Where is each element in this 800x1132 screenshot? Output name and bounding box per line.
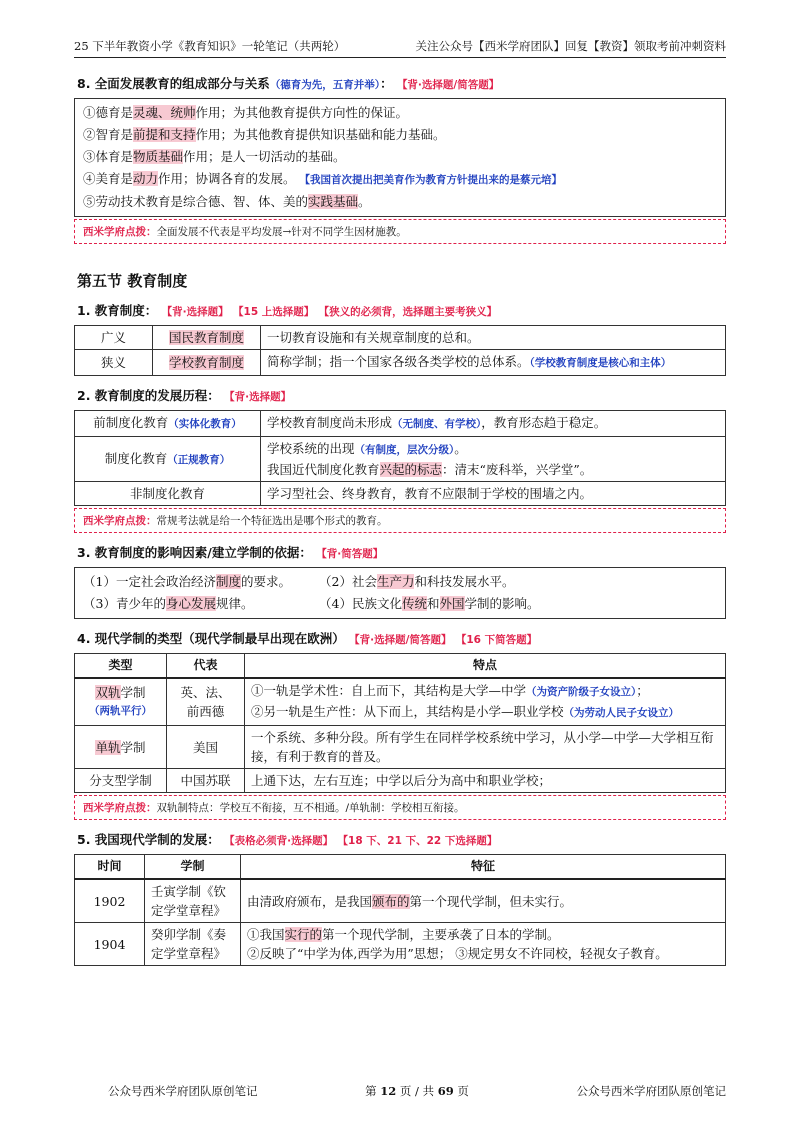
s4-table xyxy=(74,653,726,793)
table-row: 双轨学制 （两轨平行） 英、法、 前西德 ①一轨是学术性：自上而下，其结构是大学—中学（为资产阶级子女设立）； ②另一轨是生产性：从下而上，其结构是小学—职业学校（为劳动人民子女设立） xyxy=(75,678,726,726)
s8-box xyxy=(74,98,726,217)
s2-tip: 西米学府点拨：常规考法就是给一个特征选出是哪个形式的教育。 xyxy=(74,508,726,533)
page-header xyxy=(74,38,726,58)
s2-heading: 2. 教育制度的发展历程： 【背·选择题】 xyxy=(77,388,292,403)
s2-table xyxy=(74,410,726,506)
s3-box: （1）一定社会政治经济制度的要求。 （2）社会生产力和科技发展水平。 （3）青少年的身心发展规律。 （4）民族文化传统和外国学制的影响。 xyxy=(74,567,726,619)
s8-item: ①德育是灵魂、统帅作用；为其他教育提供方向性的保证。 xyxy=(83,105,409,120)
s8-item: ②智育是前提和支持作用；为其他教育提供知识基础和能力基础。 xyxy=(83,127,446,142)
table-row: 制度化教育（正规教育） 学校系统的出现（有制度，层次分级）。 我国近代制度化教育兴起的标志：清末“废科举，兴学堂”。 xyxy=(75,437,726,482)
s5-heading: 5. 我国现代学制的发展： 【表格必须背·选择题】 【18 下、21 下、22 下选择题】 xyxy=(77,832,498,847)
s1-heading: 1. 教育制度： 【背·选择题】 【15 上选择题】 【狭义的必须背，选择题主要考狭义】 xyxy=(77,303,498,318)
s5-table xyxy=(74,854,726,966)
table-row: 1902 壬寅学制《钦定学堂章程》 由清政府颁布，是我国颁布的第一个现代学制，但未实行。 xyxy=(75,879,726,923)
s8-heading: 8. 全面发展教育的组成部分与关系（德育为先，五育并举）： 【背·选择题/简答题】 xyxy=(77,76,500,91)
footer-left: 公众号西米学府团队原创笔记 xyxy=(108,1084,258,1098)
header-left: 25 下半年教资小学《教育知识》一轮笔记（共两轮） xyxy=(74,39,346,53)
s8-item: ③体育是物质基础作用；是人一切活动的基础。 xyxy=(83,149,346,164)
page-content xyxy=(74,68,726,966)
s1-table xyxy=(74,325,726,376)
table-row: 分支型学制 中国苏联 上通下达，左右互连；中学以后分为高中和职业学校； xyxy=(75,769,726,793)
table-row: 单轨学制 美国 一个系统、多种分段。所有学生在同样学校系统中学习，从小学—中学—大学相互衔接，有利于教育的普及。 xyxy=(75,726,726,769)
table-row: 非制度化教育 学习型社会、终身教育，教育不应限制于学校的围墙之内。 xyxy=(75,482,726,506)
table-row: 1904 癸卯学制《奏定学堂章程》 ①我国实行的第一个现代学制，主要承袭了日本的学制。 ②反映了“中学为体,西学为用”思想； ③规定男女不许同校，轻视女子教育。 xyxy=(75,923,726,966)
section-title: 第五节 教育制度 xyxy=(77,272,188,290)
s8-tip: 西米学府点拨：全面发展不代表是平均发展→针对不同学生因材施教。 xyxy=(74,219,726,244)
header-right: 关注公众号【西米学府团队】回复【教资】领取考前冲刺资料 xyxy=(415,39,726,53)
table-row: 狭义 学校教育制度 简称学制；指一个国家各级各类学校的总体系。（学校教育制度是核心和主体） xyxy=(75,350,726,376)
footer-right: 公众号西米学府团队原创笔记 xyxy=(576,1084,726,1098)
table-header-row: 时间 学制 特征 xyxy=(75,855,726,880)
page-footer xyxy=(108,1083,726,1099)
table-header-row: 类型 代表 特点 xyxy=(75,654,726,679)
table-row: 前制度化教育（实体化教育） 学校教育制度尚未形成（无制度、有学校），教育形态趋于稳定。 xyxy=(75,411,726,437)
s4-heading: 4. 现代学制的类型（现代学制最早出现在欧洲） 【背·选择题/简答题】 【16 下简答题】 xyxy=(77,631,538,646)
s8-item: ④美育是动力作用；协调各育的发展。 【我国首次提出把美育作为教育方针提出来的是蔡元培】 xyxy=(83,171,563,186)
page-number: 第 12 页 / 共 69 页 xyxy=(365,1084,469,1098)
s8-item: ⑤劳动技术教育是综合德、智、体、美的实践基础。 xyxy=(83,194,371,209)
table-row: 广义 国民教育制度 一切教育设施和有关规章制度的总和。 xyxy=(75,326,726,350)
s3-heading: 3. 教育制度的影响因素/建立学制的依据： 【背·简答题】 xyxy=(77,545,384,560)
s4-tip: 西米学府点拨：双轨制特点：学校互不衔接，互不相通。/单轨制：学校相互衔接。 xyxy=(74,795,726,820)
